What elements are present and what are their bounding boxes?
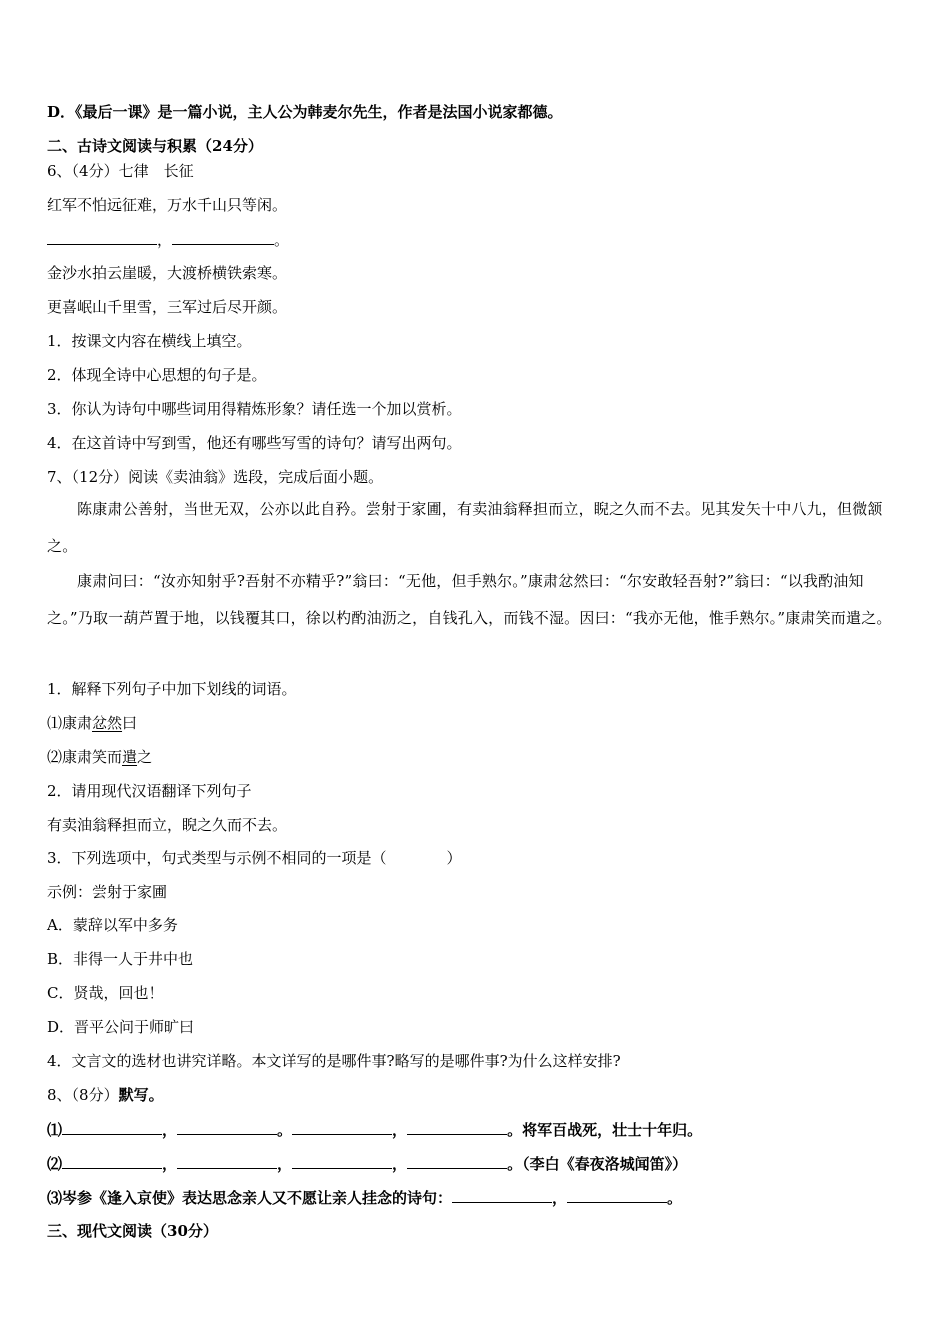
poem-line-4: 更喜岷山千里雪，三军过后尽开颜。 [47, 298, 288, 316]
answer-blank[interactable] [177, 1119, 277, 1135]
underlined-word: 忿然 [92, 714, 123, 732]
answer-blank[interactable] [177, 1153, 277, 1169]
section-2-title: 二、古诗文阅读与积累（24分） [47, 137, 263, 155]
q6-header: 6、（4分）七律 长征 [47, 162, 194, 180]
q7-sub-4: 4．文言文的选材也讲究详略。本文详写的是哪件事?略写的是哪件事?为什么这样安排? [47, 1052, 621, 1070]
q7-sub-2-sentence: 有卖油翁释担而立，睨之久而不去。 [47, 816, 288, 834]
option-c: C．贤哉，回也！ [47, 984, 164, 1002]
answer-blank[interactable] [407, 1119, 507, 1135]
q6-sub-1: 1．按课文内容在横线上填空。 [47, 332, 252, 350]
poem-line-3: 金沙水拍云崖暖，大渡桥横铁索寒。 [47, 264, 288, 282]
q7-sub-3: 3．下列选项中，句式类型与示例不相同的一项是（ ） [47, 849, 462, 867]
option-a: A．蒙辞以军中多务 [47, 916, 178, 934]
q8-header: 8、（8分）默写。 [47, 1086, 164, 1104]
q6-sub-3: 3．你认为诗句中哪些词用得精炼形象？请任选一个加以赏析。 [47, 400, 462, 418]
q6-sub-2: 2．体现全诗中心思想的句子是。 [47, 366, 267, 384]
answer-blank[interactable] [407, 1153, 507, 1169]
section-3-title: 三、现代文阅读（30分） [47, 1222, 218, 1240]
answer-blank[interactable] [62, 1153, 162, 1169]
option-b: B．非得一人于井中也 [47, 950, 194, 968]
answer-blank[interactable] [452, 1187, 552, 1203]
poem-blank-line: ， 。 [47, 229, 289, 250]
answer-blank[interactable] [62, 1119, 162, 1135]
answer-blank[interactable] [172, 229, 274, 245]
q7-sub-1-item-2: ⑵康肃笑而遣之 [47, 748, 153, 766]
q7-example: 示例：尝射于家圃 [47, 883, 168, 901]
answer-blank[interactable] [292, 1153, 392, 1169]
q7-sub-1: 1．解释下列句子中加下划线的词语。 [47, 680, 297, 698]
q7-sub-1-item-1: ⑴康肃忿然曰 [47, 714, 138, 732]
q8-line-1: ⑴ ， 。 ， 。将军百战死，壮士十年归。 [47, 1121, 703, 1139]
q6-sub-4: 4．在这首诗中写到雪，他还有哪些写雪的诗句？请写出两句。 [47, 434, 462, 452]
q7-sub-2: 2．请用现代汉语翻译下列句子 [47, 782, 252, 800]
answer-blank[interactable] [292, 1119, 392, 1135]
q8-line-2: ⑵ ， ， ， 。（李白《春夜洛城闻笛》） [47, 1155, 688, 1173]
passage-paragraph-2: 康肃问曰：“汝亦知射乎?吾射不亦精乎?”翁曰：“无他，但手熟尔。”康肃忿然曰：“尔安敢轻吾射?”翁曰：“以我酌油知之。”乃取一葫芦置于地，以钱覆其口，徐以杓酌油沥之，自钱孔入，而钱不湿。因曰：“我亦无他，惟手熟尔。”康肃笑而遣之。 [47, 572, 892, 627]
passage-paragraph-1: 陈康肃公善射，当世无双，公亦以此自矜。尝射于家圃，有卖油翁释担而立，睨之久而不去。见其发矢十中八九，但微颔之。 [47, 500, 883, 555]
q7-header: 7、（12分）阅读《卖油翁》选段，完成后面小题。 [47, 468, 384, 486]
poem-line-1: 红军不怕远征难，万水千山只等闲。 [47, 196, 288, 214]
option-d: D．晋平公问于师旷曰 [47, 1018, 195, 1036]
q8-line-3: ⑶岑参《逢入京使》表达思念亲人又不愿让亲人挂念的诗句： ， 。 [47, 1189, 683, 1207]
answer-blank[interactable] [567, 1187, 667, 1203]
choice-d: D．《最后一课》是一篇小说，主人公为韩麦尔先生，作者是法国小说家都德。 [47, 103, 563, 121]
underlined-word: 遣 [122, 748, 138, 766]
answer-blank[interactable] [47, 229, 157, 245]
